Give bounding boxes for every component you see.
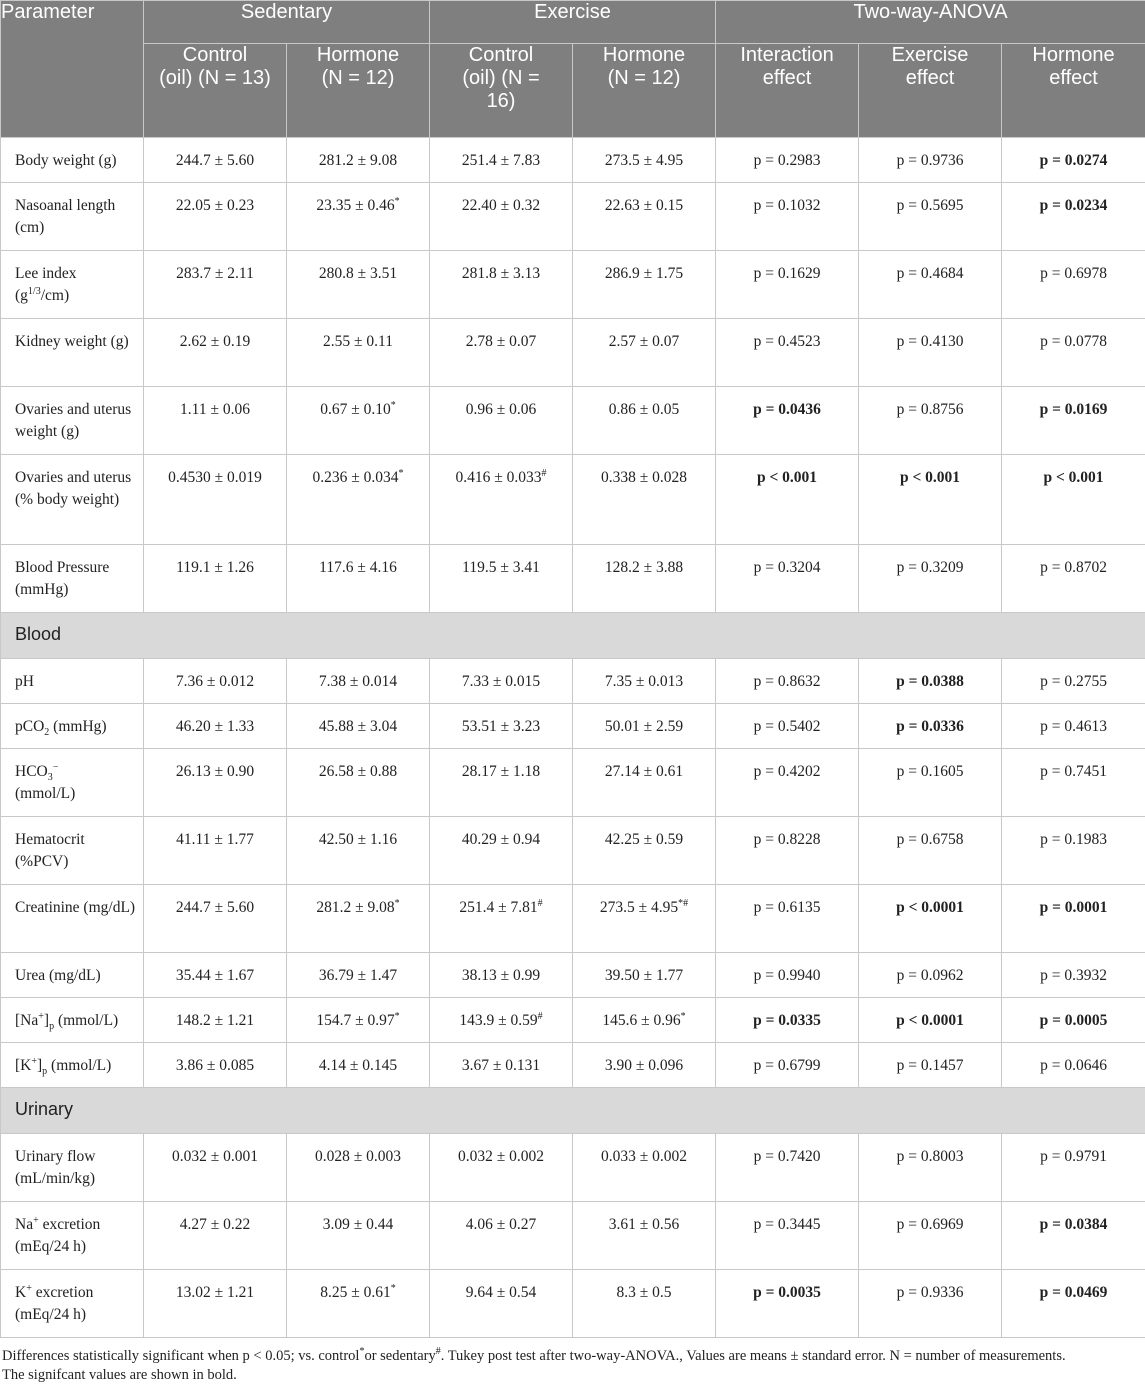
cell-sed-control: 283.7 ± 2.11 [144,251,287,319]
section-title-urinary: Urinary [1,1088,1145,1134]
cell-exercise-p: p = 0.0962 [859,953,1002,998]
table-row-pco2 [1,704,1145,749]
cell-sed-control: 46.20 ± 1.33 [144,704,287,749]
cell-ex-control: 4.06 ± 0.27 [430,1202,573,1270]
table-row-ph [1,659,1145,704]
cell-sed-hormone: 45.88 ± 3.04 [287,704,430,749]
cell-sed-control: 13.02 ± 1.21 [144,1270,287,1338]
cell-sed-hormone: 281.2 ± 9.08 [287,138,430,183]
cell-sed-control: 41.11 ± 1.77 [144,817,287,885]
table-row-sodium-excretion [1,1202,1145,1270]
cell-ex-control: 38.13 ± 0.99 [430,953,573,998]
cell-param: Ovaries and uterus weight (g) [1,387,144,455]
cell-exercise-p: p = 0.1457 [859,1043,1002,1088]
cell-hormone-p: p = 0.0274 [1002,138,1145,183]
cell-exercise-p: p = 0.9736 [859,138,1002,183]
header-sed-control: Control (oil) (N = 13) [144,44,287,138]
cell-ex-hormone: 2.57 ± 0.07 [573,319,716,387]
cell-param: Nasoanal length (cm) [1,183,144,251]
cell-sed-hormone: 117.6 ± 4.16 [287,545,430,613]
cell-ex-control: 53.51 ± 3.23 [430,704,573,749]
cell-exercise-p: p = 0.0336 [859,704,1002,749]
cell-hormone-p: p = 0.0384 [1002,1202,1145,1270]
cell-exercise-p: p < 0.0001 [859,998,1002,1043]
cell-sed-control: 3.86 ± 0.085 [144,1043,287,1088]
cell-ex-control: 22.40 ± 0.32 [430,183,573,251]
cell-sed-hormone: 280.8 ± 3.51 [287,251,430,319]
cell-interaction-p: p = 0.3445 [716,1202,859,1270]
cell-hormone-p: p = 0.0169 [1002,387,1145,455]
cell-sed-hormone: 8.25 ± 0.61* [287,1270,430,1338]
cell-ex-control: 7.33 ± 0.015 [430,659,573,704]
cell-sed-control: 2.62 ± 0.19 [144,319,287,387]
cell-exercise-p: p = 0.6969 [859,1202,1002,1270]
header-sedentary: Sedentary [144,1,430,44]
cell-sed-hormone: 281.2 ± 9.08* [287,885,430,953]
cell-hormone-p: p = 0.2755 [1002,659,1145,704]
table-row-kidney-weight [1,319,1145,387]
cell-exercise-p: p < 0.001 [859,455,1002,545]
cell-param: pCO$_2$ (mmHg) [1,704,144,749]
cell-param: Hematocrit (%PCV) [1,817,144,885]
cell-interaction-p: p = 0.0335 [716,998,859,1043]
section-row-urinary [1,1088,1145,1134]
footnote-line-2: The signifcant values are shown in bold. [2,1367,237,1383]
cell-interaction-p: p = 0.0035 [716,1270,859,1338]
cell-ex-hormone: 273.5 ± 4.95 [573,138,716,183]
footnote-line-1: Differences statistically significant when p < 0.05; vs. control*or sedentary#. Tukey post test after two-way-ANOVA., Values are means ± standard error. N = number of measurements. [2,1346,1066,1364]
cell-hormone-p: p = 0.4613 [1002,704,1145,749]
cell-ex-control: 28.17 ± 1.18 [430,749,573,817]
cell-ex-control: 0.416 ± 0.033# [430,455,573,545]
cell-interaction-p: p = 0.4523 [716,319,859,387]
cell-ex-hormone: 0.338 ± 0.028 [573,455,716,545]
cell-ex-control: 119.5 ± 3.41 [430,545,573,613]
cell-sed-hormone: 26.58 ± 0.88 [287,749,430,817]
cell-ex-hormone: 42.25 ± 0.59 [573,817,716,885]
cell-ex-control: 251.4 ± 7.83 [430,138,573,183]
cell-hormone-p: p < 0.001 [1002,455,1145,545]
cell-ex-hormone: 0.033 ± 0.002 [573,1134,716,1202]
cell-param: Urea (mg/dL) [1,953,144,998]
header-ex-control: Control (oil) (N = 16) [430,44,573,138]
table-row-urea [1,953,1145,998]
table-row-nasoanal-length [1,183,1145,251]
cell-sed-control: 35.44 ± 1.67 [144,953,287,998]
cell-param: Na+ excretion (mEq/24 h) [1,1202,144,1270]
cell-param: Urinary flow (mL/min/kg) [1,1134,144,1202]
cell-param: Lee index $(g^{1/3}/cm)$ [1,251,144,319]
cell-exercise-p: p = 0.1605 [859,749,1002,817]
cell-ex-hormone: 3.90 ± 0.096 [573,1043,716,1088]
cell-sed-hormone: 2.55 ± 0.11 [287,319,430,387]
cell-ex-control: 281.8 ± 3.13 [430,251,573,319]
header-parameter: Parameter [1,1,144,138]
table-row-plasma-potassium [1,1043,1145,1088]
cell-param: $HCO_3^-$ (mmol/L) [1,749,144,817]
cell-hormone-p: p = 0.8702 [1002,545,1145,613]
cell-param: $[K^+]_p$ (mmol/L) [1,1043,144,1088]
cell-hormone-p: p = 0.3932 [1002,953,1145,998]
cell-hormone-p: p = 0.0234 [1002,183,1145,251]
cell-ex-control: 0.032 ± 0.002 [430,1134,573,1202]
cell-ex-hormone: 8.3 ± 0.5 [573,1270,716,1338]
cell-ex-control: 40.29 ± 0.94 [430,817,573,885]
table-row-lee-index [1,251,1145,319]
cell-param: $[Na^+]_p$ (mmol/L) [1,998,144,1043]
cell-exercise-p: p = 0.4684 [859,251,1002,319]
cell-ex-control: 0.96 ± 0.06 [430,387,573,455]
table-footnote [2,1347,1132,1385]
cell-hormone-p: p = 0.0778 [1002,319,1145,387]
header-interaction-effect: Interaction effect [716,44,859,138]
cell-sed-control: 148.2 ± 1.21 [144,998,287,1043]
cell-ex-hormone: 50.01 ± 2.59 [573,704,716,749]
cell-sed-hormone: 36.79 ± 1.47 [287,953,430,998]
table-row-urinary-flow [1,1134,1145,1202]
cell-interaction-p: p = 0.7420 [716,1134,859,1202]
section-title-blood: Blood [1,613,1145,659]
cell-ex-hormone: 273.5 ± 4.95*# [573,885,716,953]
cell-interaction-p: p = 0.5402 [716,704,859,749]
cell-hormone-p: p = 0.1983 [1002,817,1145,885]
cell-param: pH [1,659,144,704]
cell-interaction-p: p = 0.1032 [716,183,859,251]
cell-ex-hormone: 7.35 ± 0.013 [573,659,716,704]
header-exercise: Exercise [430,1,716,44]
cell-interaction-p: p = 0.6135 [716,885,859,953]
header-ex-hormone: Hormone (N = 12) [573,44,716,138]
cell-param: Kidney weight (g) [1,319,144,387]
cell-sed-control: 244.7 ± 5.60 [144,885,287,953]
cell-ex-control: 9.64 ± 0.54 [430,1270,573,1338]
cell-sed-hormone: 4.14 ± 0.145 [287,1043,430,1088]
section-row-blood [1,613,1145,659]
cell-exercise-p: p = 0.8756 [859,387,1002,455]
cell-hormone-p: p = 0.9791 [1002,1134,1145,1202]
cell-exercise-p: p = 0.5695 [859,183,1002,251]
cell-hormone-p: p = 0.0646 [1002,1043,1145,1088]
cell-param: K+ excretion (mEq/24 h) [1,1270,144,1338]
cell-exercise-p: p = 0.3209 [859,545,1002,613]
cell-interaction-p: p = 0.3204 [716,545,859,613]
cell-sed-control: 1.11 ± 0.06 [144,387,287,455]
cell-sed-control: 26.13 ± 0.90 [144,749,287,817]
cell-exercise-p: p = 0.8003 [859,1134,1002,1202]
table-row-ovaries-percent [1,455,1145,545]
cell-hormone-p: p = 0.0469 [1002,1270,1145,1338]
cell-param: Creatinine (mg/dL) [1,885,144,953]
cell-ex-hormone: 27.14 ± 0.61 [573,749,716,817]
cell-interaction-p: p = 0.0436 [716,387,859,455]
cell-hormone-p: p = 0.0005 [1002,998,1145,1043]
cell-hormone-p: p = 0.7451 [1002,749,1145,817]
cell-sed-control: 0.4530 ± 0.019 [144,455,287,545]
cell-param: Blood Pressure (mmHg) [1,545,144,613]
cell-sed-hormone: 154.7 ± 0.97* [287,998,430,1043]
cell-ex-hormone: 22.63 ± 0.15 [573,183,716,251]
cell-sed-control: 244.7 ± 5.60 [144,138,287,183]
cell-interaction-p: p = 0.4202 [716,749,859,817]
cell-interaction-p: p = 0.1629 [716,251,859,319]
cell-interaction-p: p = 0.8228 [716,817,859,885]
header-hormone-effect: Hormone effect [1002,44,1145,138]
cell-interaction-p: p = 0.2983 [716,138,859,183]
cell-exercise-p: p = 0.9336 [859,1270,1002,1338]
cell-interaction-p: p < 0.001 [716,455,859,545]
cell-ex-hormone: 145.6 ± 0.96* [573,998,716,1043]
cell-ex-control: 251.4 ± 7.81# [430,885,573,953]
cell-param: Ovaries and uterus (% body weight) [1,455,144,545]
header-sed-hormone: Hormone (N = 12) [287,44,430,138]
table-row-hematocrit [1,817,1145,885]
cell-ex-hormone: 0.86 ± 0.05 [573,387,716,455]
cell-sed-hormone: 3.09 ± 0.44 [287,1202,430,1270]
cell-interaction-p: p = 0.8632 [716,659,859,704]
table-row-plasma-sodium [1,998,1145,1043]
cell-sed-hormone: 42.50 ± 1.16 [287,817,430,885]
cell-sed-control: 0.032 ± 0.001 [144,1134,287,1202]
cell-ex-hormone: 128.2 ± 3.88 [573,545,716,613]
cell-param: Body weight (g) [1,138,144,183]
cell-sed-hormone: 0.236 ± 0.034* [287,455,430,545]
cell-sed-hormone: 23.35 ± 0.46* [287,183,430,251]
cell-ex-hormone: 39.50 ± 1.77 [573,953,716,998]
table-row-blood-pressure [1,545,1145,613]
cell-sed-hormone: 0.028 ± 0.003 [287,1134,430,1202]
cell-sed-hormone: 7.38 ± 0.014 [287,659,430,704]
cell-sed-control: 7.36 ± 0.012 [144,659,287,704]
cell-interaction-p: p = 0.6799 [716,1043,859,1088]
cell-sed-control: 119.1 ± 1.26 [144,545,287,613]
table-row-body-weight [1,138,1145,183]
table-row-hco3 [1,749,1145,817]
table-row-ovaries-weight [1,387,1145,455]
cell-hormone-p: p = 0.0001 [1002,885,1145,953]
cell-exercise-p: p = 0.0388 [859,659,1002,704]
header-anova: Two-way-ANOVA [716,1,1145,44]
cell-ex-control: 3.67 ± 0.131 [430,1043,573,1088]
cell-hormone-p: p = 0.6978 [1002,251,1145,319]
cell-exercise-p: p < 0.0001 [859,885,1002,953]
cell-interaction-p: p = 0.9940 [716,953,859,998]
cell-ex-control: 143.9 ± 0.59# [430,998,573,1043]
cell-ex-control: 2.78 ± 0.07 [430,319,573,387]
cell-sed-control: 4.27 ± 0.22 [144,1202,287,1270]
header-exercise-effect: Exercise effect [859,44,1002,138]
cell-ex-hormone: 3.61 ± 0.56 [573,1202,716,1270]
cell-sed-control: 22.05 ± 0.23 [144,183,287,251]
cell-ex-hormone: 286.9 ± 1.75 [573,251,716,319]
cell-exercise-p: p = 0.6758 [859,817,1002,885]
cell-exercise-p: p = 0.4130 [859,319,1002,387]
cell-sed-hormone: 0.67 ± 0.10* [287,387,430,455]
table-row-potassium-excretion [1,1270,1145,1338]
table-row-creatinine [1,885,1145,953]
